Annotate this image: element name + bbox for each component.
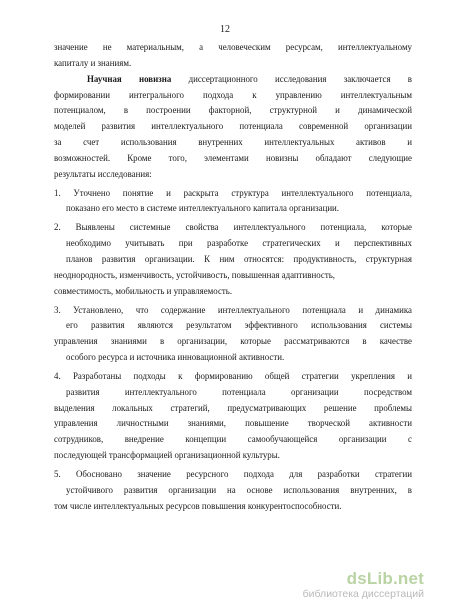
text-line: управления личностными знаниями, повышение творческой активности (54, 418, 412, 429)
page-number: 12 (220, 24, 230, 35)
text-line: 1. Уточнено понятие и раскрыта структура интеллектуального потенциала, (54, 187, 412, 198)
paragraph (54, 369, 412, 464)
document-body (54, 40, 412, 514)
text-line: выделения локальных стратегий, предусматривающих решение проблемы (54, 402, 412, 413)
text-line: результаты исследования: (54, 168, 152, 179)
text-line: совместимость, мобильность и управляемость. (54, 285, 233, 296)
paragraph (54, 186, 412, 218)
watermark-subtitle: библиотека диссертаций (302, 588, 424, 600)
watermark-logo: dsLib.net (346, 569, 424, 588)
text-line: том числе интеллектуальных ресурсов повышения конкурентоспособности. (54, 500, 342, 511)
text-line: 3. Установлено, что содержание интеллектуального потенциала и динамика (54, 304, 412, 315)
text-line: возможностей. Кроме того, элементами новизны обладают следующие (54, 152, 412, 163)
text-line: его развития являются результатом эффективного использования системы (66, 320, 412, 331)
text-line: особого ресурса и источника инновационной активности. (66, 352, 285, 363)
text-line: за счет использования внутренних интеллектуальных активов и (54, 137, 412, 148)
paragraph (54, 467, 412, 515)
paragraph (54, 220, 412, 299)
text-line: планов развития организации. К ним относятся: продуктивность, структурная (66, 253, 412, 264)
paragraph (54, 40, 412, 72)
text-line: неоднородность, изменчивость, устойчивость, повышенная адаптивность, (54, 269, 335, 280)
text-line: 2. Выявлены системные свойства интеллектуального потенциала, которые (54, 222, 412, 233)
text-line: устойчивого развития организации на основе использования внутренних, в (66, 484, 412, 495)
text-line: капиталу и знаниям. (54, 57, 132, 68)
text-line: сотрудников, внедрение концепции самообучающейся организации с (54, 434, 412, 445)
text-line: последующей трансформацией организационной культуры. (54, 450, 280, 461)
text-line: потенциалом, в построении факторной, структурной и динамической (54, 105, 412, 116)
paragraph (54, 303, 412, 366)
text-line: развития интеллектуального потенциала организации посредством (66, 386, 412, 397)
text-line: 4. Разработаны подходы к формированию общей стратегии укрепления и (54, 370, 412, 381)
paragraph (54, 72, 412, 183)
text-line: формировании интегрального подхода к управлению интеллектуальным (54, 89, 412, 100)
bold-heading: Научная новизна (87, 73, 172, 84)
text-line: 5. Обосновано значение ресурсного подхода для разработки стратегии (54, 468, 412, 479)
line-text: диссертационного исследования заключается в (171, 73, 412, 84)
watermark (303, 570, 424, 600)
text-line: значение не материальным, а человеческим ресурсам, интеллектуальному (54, 42, 412, 52)
text-line (54, 72, 412, 88)
text-line: необходимо учитывать при разработке стратегических и перспективных (66, 238, 412, 249)
text-line: моделей развития интеллектуального потенциала современной организации (54, 121, 412, 132)
text-line: управления знаниями в организации, которые рассматриваются в качестве (54, 336, 412, 347)
text-line: показано его место в системе интеллектуального капитала организации. (66, 203, 340, 214)
